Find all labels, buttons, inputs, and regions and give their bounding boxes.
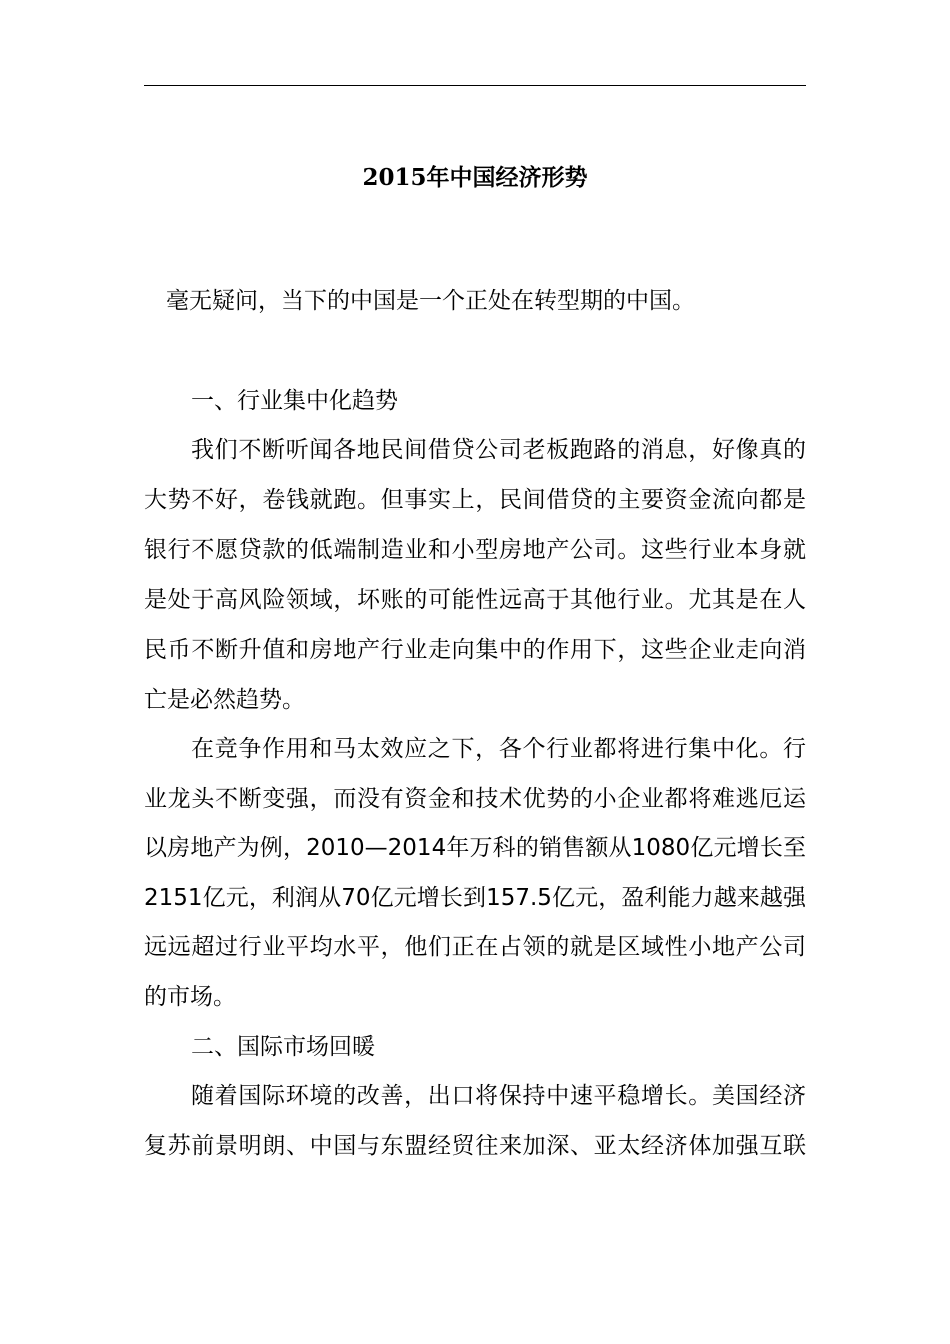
- paragraph-line: 随着国际环境的改善，出口将保持中速平稳增长。美国经济: [191, 1083, 806, 1109]
- paragraph-line: 复苏前景明朗、中国与东盟经贸往来加深、亚太经济体加强互联: [144, 1133, 806, 1159]
- paragraph-line: 2151亿元，利润从70亿元增长到157.5亿元，盈利能力越来越强: [144, 885, 806, 911]
- page-title: 2015年中国经济形势: [362, 164, 588, 191]
- section-heading-2: 二、国际市场回暖: [191, 1034, 375, 1060]
- paragraph-line: 远远超过行业平均水平，他们正在占领的就是区域性小地产公司: [144, 934, 806, 960]
- paragraph-line: 业龙头不断变强，而没有资金和技术优势的小企业都将难逃厄运: [144, 786, 806, 812]
- section-heading-1: 一、行业集中化趋势: [191, 388, 398, 414]
- paragraph-line: 以房地产为例，2010—2014年万科的销售额从1080亿元增长至: [144, 835, 806, 861]
- paragraph-line: 在竞争作用和马太效应之下，各个行业都将进行集中化。行: [191, 736, 806, 762]
- paragraph-line: 是处于高风险领域，坏账的可能性远高于其他行业。尤其是在人: [144, 587, 806, 613]
- intro-text: 毫无疑问，当下的中国是一个正处在转型期的中国。: [166, 288, 695, 314]
- header-rule: [144, 85, 806, 86]
- paragraph-line: 民币不断升值和房地产行业走向集中的作用下，这些企业走向消: [144, 637, 806, 663]
- paragraph-line: 银行不愿贷款的低端制造业和小型房地产公司。这些行业本身就: [144, 537, 806, 563]
- paragraph-line: 大势不好，卷钱就跑。但事实上，民间借贷的主要资金流向都是: [144, 487, 806, 513]
- paragraph-line: 我们不断听闻各地民间借贷公司老板跑路的消息，好像真的: [191, 437, 806, 463]
- paragraph-line: 的市场。: [144, 984, 236, 1010]
- paragraph-line: 亡是必然趋势。: [144, 687, 305, 713]
